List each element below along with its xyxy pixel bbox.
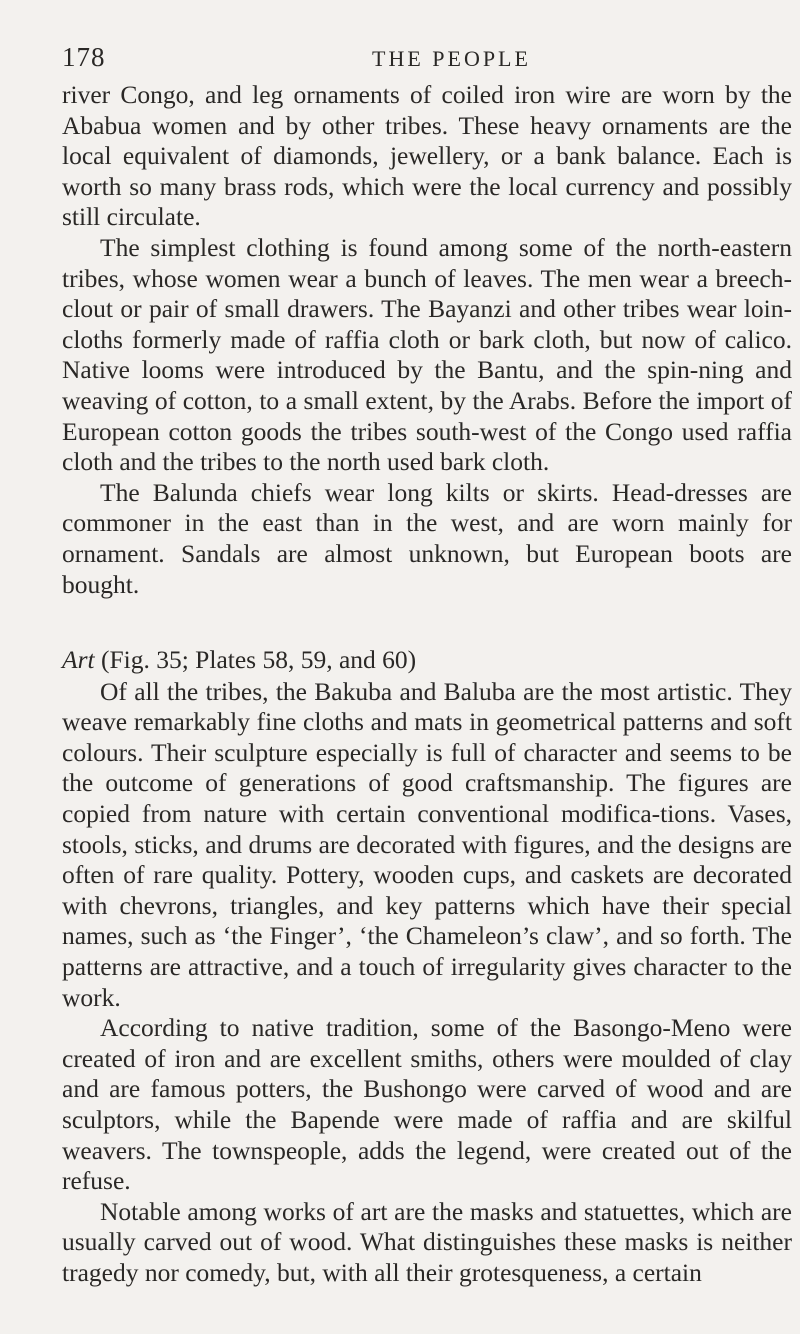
section-heading-reference: (Fig. 35; Plates 58, 59, and 60) [94,645,417,675]
paragraph-native-tradition: According to native tradition, some of the Basongo-Meno were created of iron and are excellent smiths, others were moulded of clay and are famous potters, the Bushongo were carved of wood and are sculptors, while the Bapende were made of raffia and are skilful weavers. The townspeople, adds the legend, were created out of the refuse. [62,1013,792,1196]
paragraph-clothing: The simplest clothing is found among some of the north-eastern tribes, whose women wear a bunch of leaves. The men wear a breech-clout or pair of small drawers. The Bayanzi and other tribes wear loin-cloths formerly made of raffia cloth or bark cloth, but now of calico. Native looms were introduced by the Bantu, and the spin-ning and weaving of cotton, to a small extent, by the Arabs. Before the import of European cotton goods the tribes south-west of the Congo used raffia cloth and the tribes to the north used bark cloth. [62,232,792,477]
page-number: 178 [62,42,106,72]
running-title: THE PEOPLE [372,46,531,71]
section-heading-art [62,645,792,676]
paragraph-masks: Notable among works of art are the masks and statuettes, which are usually carved out of wood. What distinguishes these masks is neither tragedy nor comedy, but, with all their grotesqueness, a certain [62,1196,792,1287]
section-heading-title: Art [62,645,95,675]
paragraph-artistic-tribes: Of all the tribes, the Bakuba and Baluba are the most artistic. They weave remarkably fine cloths and mats in geometrical patterns and soft colours. Their sculpture especially is full of character and seems to be the outcome of generations of good craftsmanship. The figures are copied from nature with certain conventional modifica-tions. Vases, stools, sticks, and drums are decorated with figures, and the designs are often of rare quality. Pottery, wooden cups, and caskets are decorated with chevrons, triangles, and key patterns which have their special names, such as ‘the Finger’, ‘the Chameleon’s claw’, and so forth. The patterns are attractive, and a touch of irregularity gives character to the work. [62,676,792,1012]
running-head [62,42,792,72]
paragraph-balunda: The Balunda chiefs wear long kilts or skirts. Head-dresses are commoner in the east than in the west, and are worn mainly for ornament. Sandals are almost unknown, but European boots are bought. [62,477,792,599]
paragraph-continued: river Congo, and leg ornaments of coiled iron wire are worn by the Ababua women and by other tribes. These heavy ornaments are the local equivalent of diamonds, jewellery, or a bank balance. Each is worth so many brass rods, which were the local currency and possibly still circulate. [62,80,792,232]
body-text [62,80,792,1289]
